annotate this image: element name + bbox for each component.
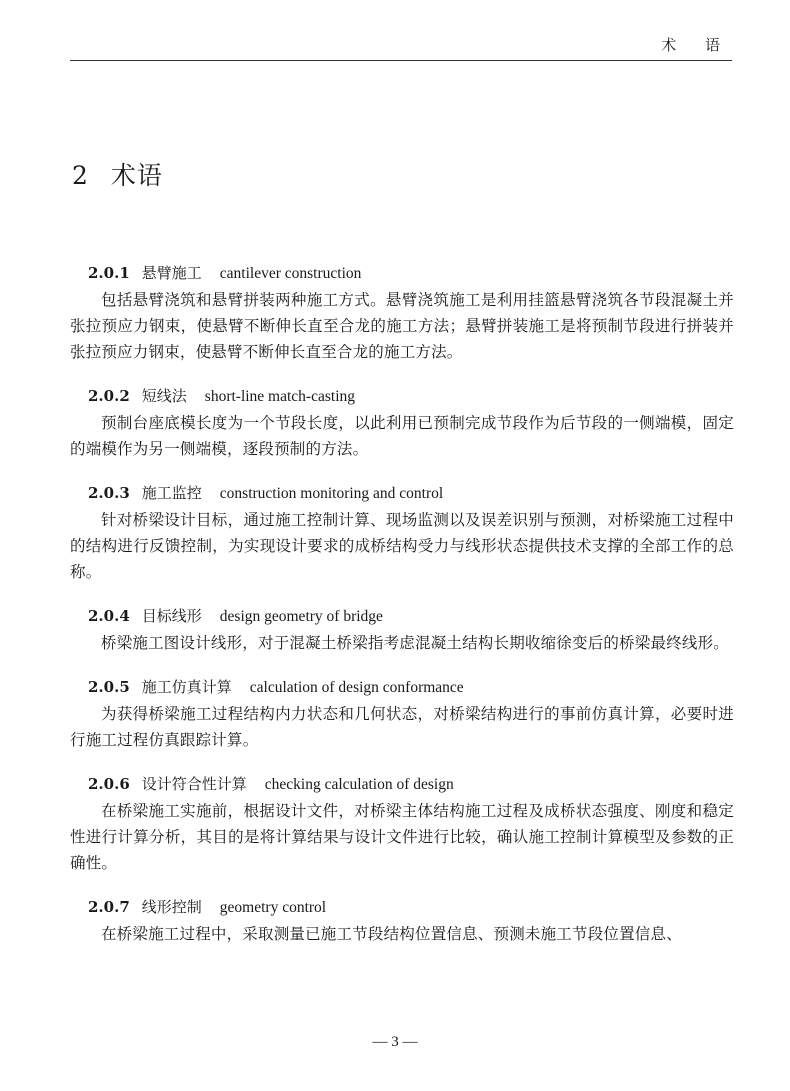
term-entry	[70, 383, 734, 462]
term-number: 2.0.3	[88, 484, 130, 502]
term-heading	[70, 260, 734, 287]
term-definition: 桥梁施工图设计线形，对于混凝土桥梁指考虑混凝土结构长期收缩徐变后的桥梁最终线形。	[101, 634, 730, 652]
term-chinese: 施工监控	[141, 484, 202, 502]
chapter-number: 2	[72, 161, 89, 190]
term-chinese: 施工仿真计算	[141, 678, 232, 696]
term-number: 2.0.4	[88, 607, 130, 625]
term-chinese: 线形控制	[141, 898, 202, 916]
term-definition: 针对桥梁设计目标，通过施工控制计算、现场监测以及误差识别与预测，对桥梁施工过程中的结构进行反馈控制，为实现设计要求的成桥结构受力与线形状态提供技术支撑的全部工作的总称。	[70, 511, 734, 581]
term-number: 2.0.6	[88, 775, 130, 793]
term-definition: 为获得桥梁施工过程结构内力状态和几何状态，对桥梁结构进行的事前仿真计算，必要时进行施工过程仿真跟踪计算。	[70, 705, 734, 749]
running-header-title: 术 语	[661, 36, 732, 54]
term-heading	[70, 383, 734, 410]
term-heading	[70, 603, 734, 630]
term-chinese: 目标线形	[141, 607, 202, 625]
term-list	[70, 260, 734, 965]
term-english: construction monitoring and control	[219, 485, 444, 502]
term-definition: 预制台座底模长度为一个节段长度，以此利用已预制完成节段作为后节段的一侧端模，固定的端模作为另一侧端模，逐段预制的方法。	[70, 414, 734, 458]
term-chinese: 短线法	[141, 387, 187, 405]
term-entry	[70, 603, 734, 656]
term-entry	[70, 480, 734, 585]
term-number: 2.0.2	[88, 387, 130, 405]
term-entry	[70, 894, 734, 947]
term-chinese: 悬臂施工	[141, 264, 202, 282]
term-heading	[70, 771, 734, 798]
chapter-title: 术语	[110, 161, 163, 190]
term-heading	[70, 674, 734, 701]
term-definition: 包括悬臂浇筑和悬臂拼装两种施工方式。悬臂浇筑施工是利用挂篮悬臂浇筑各节段混凝土并张拉预应力钢束，使悬臂不断伸长直至合龙的施工方法；悬臂拼装施工是将预制节段进行拼装并张拉预应力钢束，使悬臂不断伸长直至合龙的施工方法。	[70, 291, 734, 361]
page-number: — 3 —	[372, 1034, 418, 1050]
term-entry	[70, 674, 734, 753]
term-english: design geometry of bridge	[219, 608, 383, 625]
term-definition: 在桥梁施工实施前，根据设计文件，对桥梁主体结构施工过程及成桥状态强度、刚度和稳定性进行计算分析，其目的是将计算结果与设计文件进行比较，确认施工控制计算模型及参数的正确性。	[70, 802, 734, 872]
term-number: 2.0.7	[88, 898, 130, 916]
term-english: short-line match-casting	[204, 388, 355, 405]
term-english: checking calculation of design	[264, 776, 454, 793]
term-english: cantilever construction	[219, 265, 362, 282]
term-number: 2.0.1	[88, 264, 130, 282]
chapter-heading	[72, 156, 163, 192]
term-definition: 在桥梁施工过程中，采取测量已施工节段结构位置信息、预测未施工节段位置信息、	[101, 925, 682, 943]
header-rule	[70, 60, 732, 61]
term-heading	[70, 894, 734, 921]
term-heading	[70, 480, 734, 507]
term-english: geometry control	[219, 899, 327, 916]
term-entry	[70, 260, 734, 365]
term-chinese: 设计符合性计算	[141, 775, 247, 793]
term-number: 2.0.5	[88, 678, 130, 696]
term-english: calculation of design conformance	[249, 679, 464, 696]
term-entry	[70, 771, 734, 876]
